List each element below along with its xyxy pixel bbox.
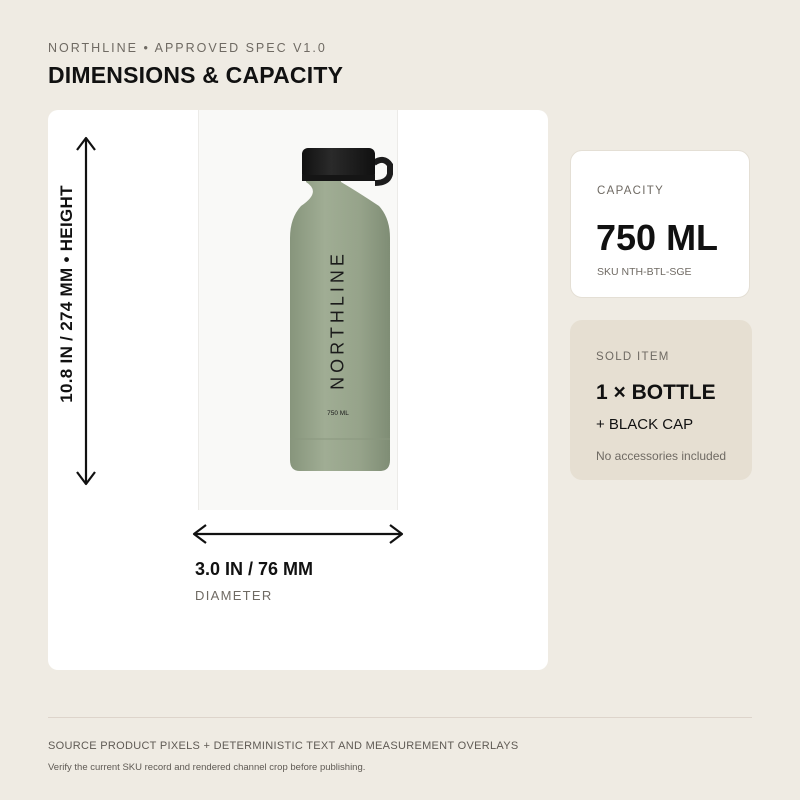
sold-item-card: [570, 320, 752, 480]
capacity-value: 750 ML: [596, 217, 719, 258]
product-photo: [198, 110, 398, 510]
diameter-value: 3.0 IN / 76 MM: [195, 559, 314, 579]
sold-item-note: No accessories included: [596, 449, 727, 463]
height-measurement-label: 10.8 IN / 274 MM • HEIGHT: [57, 185, 76, 403]
footer-source-note: SOURCE PRODUCT PIXELS + DETERMINISTIC TEXT AND MEASUREMENT OVERLAYS: [48, 740, 519, 752]
cap-loop: [374, 160, 390, 183]
page-title: DIMENSIONS & CAPACITY: [48, 62, 344, 88]
sold-item-extra: + BLACK CAP: [596, 416, 694, 433]
sold-item-label: SOLD ITEM: [596, 351, 670, 363]
diameter-arrow-icon: [190, 520, 410, 550]
spec-eyebrow: NORTHLINE • APPROVED SPEC V1.0: [48, 41, 327, 55]
bottle-capacity-text: 750 ML: [327, 410, 349, 417]
capacity-label: CAPACITY: [597, 185, 665, 197]
footer-divider: [48, 717, 752, 718]
bottle-illustration: [198, 110, 398, 510]
sku-code: SKU NTH-BTL-SGE: [597, 266, 692, 278]
bottle-brand-text: NORTHLINE: [327, 250, 348, 390]
diameter-caption: DIAMETER: [195, 588, 273, 603]
product-image-card: [48, 110, 548, 670]
capacity-card: [570, 150, 750, 298]
footer-verify-note: Verify the current SKU record and rendered channel crop before publishing.: [48, 762, 366, 773]
sold-item-quantity: 1 × BOTTLE: [596, 381, 716, 404]
